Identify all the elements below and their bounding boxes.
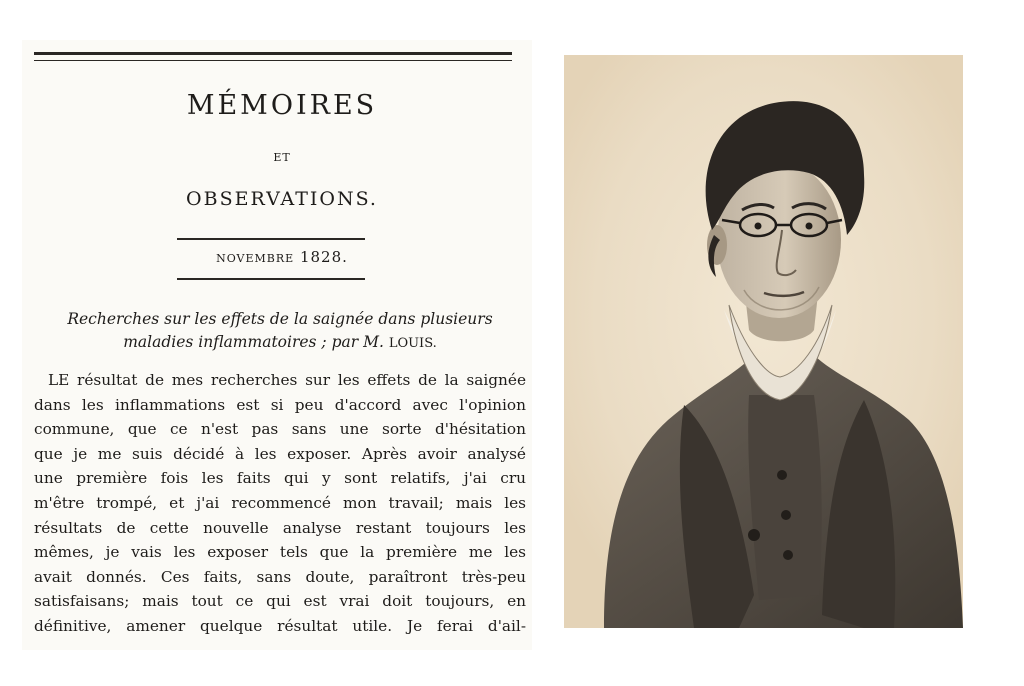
eye-left bbox=[755, 223, 762, 230]
article-heading-line2 bbox=[30, 331, 530, 355]
date-rule-top bbox=[177, 238, 365, 240]
page-title: MÉMOIRES bbox=[186, 90, 378, 121]
paragraph-line: définitive, amener quelque résultat utile. Je ferai d'ail- bbox=[34, 616, 526, 635]
article-heading-line1: Recherches sur les effets de la saignée dans plusieurs bbox=[67, 310, 493, 328]
article-author: LOUIS. bbox=[388, 336, 437, 351]
article-heading-line2-text: maladies inflammatoires ; par M. bbox=[123, 333, 384, 351]
portrait-figure bbox=[564, 55, 963, 628]
paragraph-line: m'être trompé, et j'ai recommencé mon travail; mais les bbox=[34, 493, 526, 512]
article-paragraph bbox=[34, 368, 526, 639]
coat-button bbox=[781, 510, 791, 520]
issue-date bbox=[22, 248, 542, 266]
paragraph-line: résultats de cette nouvelle analyse restant toujours les bbox=[34, 518, 526, 537]
header-double-rule bbox=[34, 52, 512, 61]
issue-year: 1828. bbox=[299, 248, 348, 266]
coat-button bbox=[748, 529, 760, 541]
page-subtitle: OBSERVATIONS. bbox=[186, 188, 378, 210]
coat-button bbox=[783, 550, 793, 560]
date-rule-bottom bbox=[177, 278, 365, 280]
eye-right bbox=[806, 223, 813, 230]
paragraph-line: que je me suis décidé à les exposer. Après avoir analysé bbox=[34, 444, 526, 463]
coat-button bbox=[777, 470, 787, 480]
paragraph-line: avait donnés. Ces faits, sans doute, paraîtront très-peu bbox=[34, 567, 526, 586]
title-conjunction: ET bbox=[273, 151, 291, 164]
article-heading bbox=[30, 308, 530, 355]
paragraph-line: dans les inflammations est si peu d'accord avec l'opinion bbox=[34, 395, 526, 414]
waistcoat bbox=[748, 395, 822, 600]
paragraph-line: LE résultat de mes recherches sur les effets de la saignée bbox=[48, 371, 526, 389]
paragraph-line: commune, que ce n'est pas sans une sorte d'hésitation bbox=[34, 420, 526, 439]
printed-page bbox=[22, 40, 532, 650]
paragraph-line: satisfaisans; mais tout ce qui est vrai doit toujours, en bbox=[34, 592, 526, 611]
issue-month: NOVEMBRE bbox=[216, 252, 295, 265]
portrait-engraving bbox=[564, 55, 963, 628]
paragraph-line: une première fois les faits qui y sont relatifs, j'ai cru bbox=[34, 469, 526, 488]
paragraph-line: mêmes, je vais les exposer tels que la première me les bbox=[34, 543, 526, 562]
